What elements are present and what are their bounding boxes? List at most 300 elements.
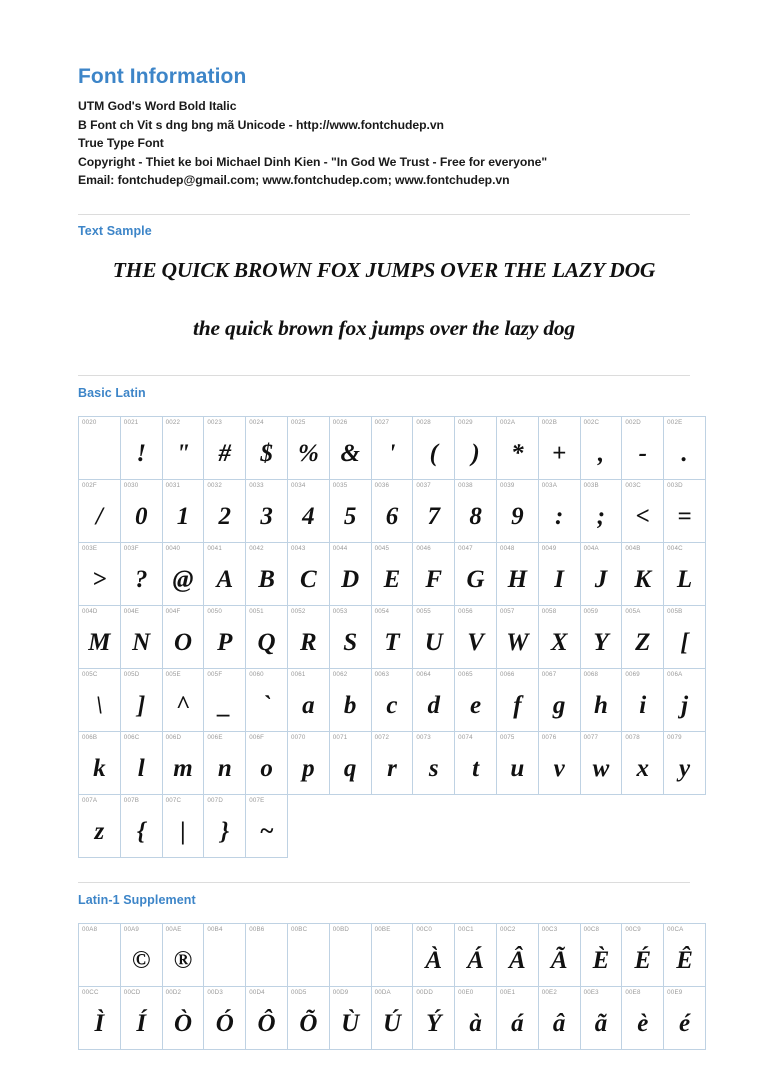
glyph-character: P bbox=[217, 628, 233, 656]
glyph-codepoint: 0026 bbox=[332, 418, 348, 426]
glyph-cell[interactable] bbox=[204, 923, 246, 986]
glyph-character: { bbox=[136, 817, 146, 845]
glyph-cell[interactable] bbox=[455, 542, 497, 605]
glyph-cell[interactable] bbox=[246, 668, 288, 731]
glyph-codepoint: 0036 bbox=[374, 481, 390, 489]
glyph-codepoint: 0020 bbox=[82, 418, 97, 426]
glyph-codepoint: 004E bbox=[123, 607, 140, 615]
glyph-cell[interactable] bbox=[455, 923, 497, 986]
glyph-character: Ú bbox=[382, 1009, 401, 1037]
glyph-character: k bbox=[93, 754, 106, 782]
glyph-cell[interactable] bbox=[204, 605, 246, 668]
glyph-cell[interactable] bbox=[455, 479, 497, 542]
glyph-cell[interactable] bbox=[580, 731, 622, 794]
glyph-character: M bbox=[88, 628, 111, 656]
glyph-cell[interactable] bbox=[79, 416, 121, 479]
glyph-character: O bbox=[173, 628, 193, 656]
glyph-character: } bbox=[220, 817, 230, 845]
glyph-codepoint: 0035 bbox=[332, 481, 348, 489]
glyph-character: 3 bbox=[260, 502, 273, 530]
glyph-cell[interactable] bbox=[287, 731, 329, 794]
glyph-codepoint: 0042 bbox=[249, 544, 264, 552]
glyph-codepoint: 00D4 bbox=[249, 988, 265, 996]
glyph-cell[interactable] bbox=[580, 542, 622, 605]
glyph-character: Ô bbox=[257, 1009, 276, 1037]
glyph-cell[interactable] bbox=[622, 479, 664, 542]
glyph-cell[interactable] bbox=[246, 794, 288, 857]
glyph-character bbox=[246, 939, 287, 985]
glyph-character: 8 bbox=[469, 502, 482, 530]
glyph-character: W bbox=[506, 628, 529, 656]
glyph-cell[interactable] bbox=[162, 542, 204, 605]
glyph-cell[interactable] bbox=[329, 923, 371, 986]
glyph-cell[interactable] bbox=[79, 986, 121, 1049]
glyph-cell-blank bbox=[580, 794, 622, 857]
glyph-codepoint: 003D bbox=[667, 481, 683, 489]
glyph-character: Ù bbox=[341, 1009, 360, 1037]
glyph-character: Ý bbox=[426, 1009, 442, 1037]
glyph-cell[interactable] bbox=[162, 479, 204, 542]
glyph-character: Í bbox=[136, 1009, 147, 1037]
glyph-cell[interactable] bbox=[455, 416, 497, 479]
glyph-character: Ò bbox=[173, 1009, 193, 1037]
glyph-cell[interactable] bbox=[329, 542, 371, 605]
glyph-codepoint: 00A9 bbox=[123, 925, 140, 933]
glyph-codepoint: 0039 bbox=[499, 481, 515, 489]
glyph-codepoint: 00E0 bbox=[458, 988, 474, 996]
glyph-cell[interactable] bbox=[496, 731, 538, 794]
glyph-character: x bbox=[636, 754, 649, 782]
glyph-cell[interactable] bbox=[204, 668, 246, 731]
glyph-codepoint: 0032 bbox=[207, 481, 222, 489]
glyph-character: 4 bbox=[302, 502, 315, 530]
glyph-cell[interactable] bbox=[120, 479, 162, 542]
glyph-cell[interactable] bbox=[538, 923, 580, 986]
glyph-cell[interactable] bbox=[538, 479, 580, 542]
glyph-cell[interactable] bbox=[120, 986, 162, 1049]
glyph-cell[interactable] bbox=[622, 731, 664, 794]
glyph-codepoint: 0071 bbox=[332, 733, 348, 741]
glyph-cell[interactable] bbox=[329, 731, 371, 794]
glyph-cell[interactable] bbox=[329, 986, 371, 1049]
glyph-cell[interactable] bbox=[496, 986, 538, 1049]
glyph-table-row bbox=[79, 731, 706, 794]
glyph-cell[interactable] bbox=[496, 542, 538, 605]
glyph-character: I bbox=[554, 565, 565, 593]
glyph-codepoint: 00D3 bbox=[207, 988, 223, 996]
glyph-cell[interactable] bbox=[580, 416, 622, 479]
glyph-codepoint: 002D bbox=[625, 418, 641, 426]
glyph-cell[interactable] bbox=[664, 668, 706, 731]
glyph-cell[interactable] bbox=[371, 542, 413, 605]
glyph-character: d bbox=[427, 691, 441, 719]
glyph-codepoint: 006D bbox=[165, 733, 182, 741]
glyph-codepoint: 0063 bbox=[374, 670, 390, 678]
glyph-codepoint: 00BD bbox=[332, 925, 350, 933]
glyph-character: g bbox=[552, 691, 566, 719]
glyph-cell[interactable] bbox=[538, 731, 580, 794]
glyph-codepoint: 0034 bbox=[290, 481, 306, 489]
glyph-cell[interactable] bbox=[455, 731, 497, 794]
glyph-codepoint: 0066 bbox=[499, 670, 515, 678]
glyph-character: É bbox=[634, 946, 652, 974]
glyph-character: T bbox=[384, 628, 400, 656]
glyph-cell[interactable] bbox=[204, 986, 246, 1049]
glyph-cell[interactable] bbox=[538, 986, 580, 1049]
glyph-cell[interactable] bbox=[413, 668, 455, 731]
glyph-codepoint: 0070 bbox=[290, 733, 306, 741]
glyph-character: ' bbox=[388, 439, 396, 467]
glyph-codepoint: 0054 bbox=[374, 607, 390, 615]
glyph-cell[interactable] bbox=[246, 479, 288, 542]
glyph-cell[interactable] bbox=[413, 416, 455, 479]
glyph-codepoint: 003C bbox=[625, 481, 641, 489]
glyph-character: E bbox=[383, 565, 401, 593]
glyph-cell[interactable] bbox=[246, 416, 288, 479]
glyph-cell[interactable] bbox=[622, 542, 664, 605]
glyph-cell-blank bbox=[287, 794, 329, 857]
glyph-codepoint: 0037 bbox=[416, 481, 431, 489]
glyph-cell[interactable] bbox=[538, 542, 580, 605]
glyph-cell[interactable] bbox=[287, 542, 329, 605]
glyph-character: ã bbox=[594, 1009, 608, 1037]
glyph-cell[interactable] bbox=[455, 986, 497, 1049]
glyph-codepoint: 007D bbox=[207, 796, 223, 804]
glyph-character: & bbox=[340, 439, 360, 467]
glyph-cell[interactable] bbox=[496, 416, 538, 479]
glyph-table-row bbox=[79, 479, 706, 542]
glyph-cell[interactable] bbox=[120, 605, 162, 668]
glyph-character: _ bbox=[218, 691, 232, 719]
glyph-character: N bbox=[132, 628, 151, 656]
glyph-codepoint: 005C bbox=[82, 670, 98, 678]
glyph-cell[interactable] bbox=[204, 479, 246, 542]
glyph-character bbox=[372, 939, 413, 985]
glyph-codepoint: 002E bbox=[667, 418, 683, 426]
glyph-cell[interactable] bbox=[120, 923, 162, 986]
glyph-character: * bbox=[511, 439, 524, 467]
glyph-codepoint: 0022 bbox=[165, 418, 181, 426]
glyph-codepoint: 004D bbox=[82, 607, 98, 615]
glyph-cell[interactable] bbox=[120, 416, 162, 479]
glyph-character: 5 bbox=[343, 502, 357, 530]
glyph-cell[interactable] bbox=[246, 605, 288, 668]
glyph-character: R bbox=[300, 628, 317, 656]
glyph-cell[interactable] bbox=[455, 605, 497, 668]
glyph-codepoint: 00C0 bbox=[416, 925, 432, 933]
glyph-character: è bbox=[637, 1009, 649, 1037]
glyph-cell[interactable] bbox=[329, 605, 371, 668]
glyph-cell[interactable] bbox=[204, 794, 246, 857]
glyph-cell[interactable] bbox=[287, 416, 329, 479]
glyph-cell[interactable] bbox=[79, 668, 121, 731]
glyph-codepoint: 00D9 bbox=[332, 988, 349, 996]
glyph-cell[interactable] bbox=[664, 479, 706, 542]
glyph-codepoint: 003A bbox=[541, 481, 558, 489]
glyph-cell[interactable] bbox=[622, 986, 664, 1049]
glyph-codepoint: 0028 bbox=[416, 418, 431, 426]
glyph-cell[interactable] bbox=[246, 923, 288, 986]
glyph-character: F bbox=[425, 565, 443, 593]
glyph-cell[interactable] bbox=[496, 923, 538, 986]
glyph-cell[interactable] bbox=[413, 605, 455, 668]
glyph-codepoint: 005A bbox=[625, 607, 641, 615]
glyph-codepoint: 0040 bbox=[165, 544, 181, 552]
glyph-cell[interactable] bbox=[664, 542, 706, 605]
font-info-line: Email: fontchudep@gmail.com; www.fontchudep.com; www.fontchudep.vn bbox=[78, 173, 510, 188]
glyph-cell[interactable] bbox=[79, 605, 121, 668]
glyph-character: a bbox=[302, 691, 315, 719]
glyph-codepoint: 007E bbox=[249, 796, 265, 804]
glyph-character: ) bbox=[471, 439, 480, 467]
glyph-character bbox=[79, 939, 120, 985]
glyph-cell[interactable] bbox=[371, 923, 413, 986]
glyph-codepoint: 00E3 bbox=[583, 988, 599, 996]
glyph-character: 7 bbox=[427, 502, 441, 530]
glyph-codepoint: 003B bbox=[583, 481, 599, 489]
glyph-cell[interactable] bbox=[329, 479, 371, 542]
glyph-character: < bbox=[635, 502, 650, 530]
glyph-character bbox=[330, 939, 371, 985]
glyph-character: H bbox=[507, 565, 528, 593]
glyph-character: w bbox=[592, 754, 610, 782]
glyph-codepoint: 0052 bbox=[290, 607, 306, 615]
glyph-character: m bbox=[173, 754, 193, 782]
glyph-cell[interactable] bbox=[496, 605, 538, 668]
text-sample-lowercase-row bbox=[78, 316, 690, 341]
glyph-character: z bbox=[94, 817, 105, 845]
text-sample-uppercase-row bbox=[78, 258, 690, 283]
glyph-codepoint: 0061 bbox=[290, 670, 306, 678]
glyph-codepoint: 0067 bbox=[541, 670, 557, 678]
glyph-cell[interactable] bbox=[329, 668, 371, 731]
glyph-codepoint: 002A bbox=[499, 418, 516, 426]
glyph-character: B bbox=[258, 565, 275, 593]
glyph-character: ^ bbox=[175, 691, 191, 719]
glyph-cell[interactable] bbox=[413, 542, 455, 605]
glyph-cell[interactable] bbox=[538, 605, 580, 668]
glyph-codepoint: 0023 bbox=[207, 418, 222, 426]
glyph-character: f bbox=[513, 691, 522, 719]
glyph-character: Z bbox=[635, 628, 651, 656]
glyph-cell[interactable] bbox=[329, 416, 371, 479]
glyph-codepoint: 0049 bbox=[541, 544, 557, 552]
glyph-cell[interactable] bbox=[664, 923, 706, 986]
glyph-cell[interactable] bbox=[622, 668, 664, 731]
glyph-table-row bbox=[79, 923, 706, 986]
glyph-character: " bbox=[176, 439, 190, 467]
glyph-cell[interactable] bbox=[580, 923, 622, 986]
glyph-table-row bbox=[79, 416, 706, 479]
glyph-cell[interactable] bbox=[622, 605, 664, 668]
glyph-codepoint: 0073 bbox=[416, 733, 431, 741]
glyph-cell[interactable] bbox=[120, 731, 162, 794]
glyph-character: á bbox=[511, 1009, 524, 1037]
glyph-codepoint: 0079 bbox=[667, 733, 682, 741]
glyph-cell[interactable] bbox=[287, 668, 329, 731]
glyph-codepoint: 0060 bbox=[249, 670, 264, 678]
glyph-character: A bbox=[216, 565, 234, 593]
glyph-cell-blank bbox=[413, 794, 455, 857]
glyph-cell[interactable] bbox=[371, 731, 413, 794]
glyph-cell[interactable] bbox=[204, 731, 246, 794]
glyph-codepoint: 0065 bbox=[458, 670, 473, 678]
section-divider bbox=[78, 375, 690, 376]
glyph-cell[interactable] bbox=[246, 986, 288, 1049]
glyph-codepoint: 0074 bbox=[458, 733, 473, 741]
glyph-table-row bbox=[79, 605, 706, 668]
glyph-cell[interactable] bbox=[371, 668, 413, 731]
glyph-cell[interactable] bbox=[622, 923, 664, 986]
glyph-character: À bbox=[425, 946, 443, 974]
glyph-codepoint: 006F bbox=[249, 733, 265, 741]
glyph-cell[interactable] bbox=[496, 668, 538, 731]
glyph-codepoint: 00A8 bbox=[82, 925, 98, 933]
glyph-cell[interactable] bbox=[287, 923, 329, 986]
glyph-character bbox=[79, 432, 120, 478]
glyph-cell[interactable] bbox=[79, 479, 121, 542]
glyph-codepoint: 004F bbox=[165, 607, 181, 615]
glyph-cell-blank bbox=[664, 794, 706, 857]
glyph-codepoint: 0024 bbox=[249, 418, 264, 426]
glyph-codepoint: 0030 bbox=[123, 481, 139, 489]
glyph-cell[interactable] bbox=[664, 731, 706, 794]
glyph-codepoint: 005F bbox=[207, 670, 223, 678]
glyph-cell[interactable] bbox=[79, 542, 121, 605]
glyph-character: u bbox=[510, 754, 525, 782]
glyph-character: y bbox=[679, 754, 691, 782]
glyph-codepoint: 004B bbox=[625, 544, 641, 552]
glyph-codepoint: 0046 bbox=[416, 544, 431, 552]
glyph-cell[interactable] bbox=[371, 416, 413, 479]
glyph-character: Á bbox=[467, 946, 484, 974]
glyph-cell[interactable] bbox=[580, 605, 622, 668]
glyph-codepoint: 00E8 bbox=[625, 988, 641, 996]
glyph-character: D bbox=[341, 565, 360, 593]
glyph-codepoint: 007B bbox=[123, 796, 140, 804]
glyph-cell[interactable] bbox=[664, 986, 706, 1049]
glyph-cell[interactable] bbox=[162, 605, 204, 668]
glyph-character: Y bbox=[593, 628, 609, 656]
glyph-cell[interactable] bbox=[413, 479, 455, 542]
glyph-character: Q bbox=[257, 628, 276, 656]
glyph-cell[interactable] bbox=[580, 479, 622, 542]
glyph-cell[interactable] bbox=[162, 794, 204, 857]
glyph-cell[interactable] bbox=[204, 542, 246, 605]
glyph-cell[interactable] bbox=[287, 605, 329, 668]
glyph-cell[interactable] bbox=[204, 416, 246, 479]
glyph-character: # bbox=[218, 439, 232, 467]
glyph-cell[interactable] bbox=[246, 542, 288, 605]
glyph-character: b bbox=[343, 691, 357, 719]
font-info-block bbox=[78, 97, 690, 190]
glyph-table-row bbox=[79, 668, 706, 731]
glyph-cell[interactable] bbox=[120, 794, 162, 857]
glyph-cell[interactable] bbox=[371, 479, 413, 542]
glyph-character: K bbox=[634, 565, 652, 593]
glyph-character: S bbox=[343, 628, 358, 656]
glyph-codepoint: 0053 bbox=[332, 607, 348, 615]
latin1-supplement-rows bbox=[79, 923, 706, 1049]
glyph-cell-blank bbox=[538, 794, 580, 857]
glyph-cell[interactable] bbox=[79, 731, 121, 794]
section-divider bbox=[78, 214, 690, 215]
glyph-cell[interactable] bbox=[622, 416, 664, 479]
page-title: Font Information bbox=[78, 65, 247, 88]
section-divider bbox=[78, 882, 690, 883]
glyph-cell[interactable] bbox=[79, 923, 121, 986]
glyph-cell[interactable] bbox=[455, 668, 497, 731]
glyph-codepoint: 007C bbox=[165, 796, 182, 804]
glyph-codepoint: 006B bbox=[82, 733, 98, 741]
glyph-cell[interactable] bbox=[538, 668, 580, 731]
glyph-cell[interactable] bbox=[580, 986, 622, 1049]
glyph-cell[interactable] bbox=[496, 479, 538, 542]
glyph-codepoint: 0072 bbox=[374, 733, 390, 741]
glyph-cell[interactable] bbox=[79, 794, 121, 857]
glyph-character: 6 bbox=[385, 502, 399, 530]
glyph-cell[interactable] bbox=[162, 416, 204, 479]
glyph-cell[interactable] bbox=[287, 479, 329, 542]
glyph-cell[interactable] bbox=[538, 416, 580, 479]
glyph-character: + bbox=[552, 439, 567, 467]
glyph-character: $ bbox=[260, 439, 273, 467]
glyph-codepoint: 0056 bbox=[458, 607, 473, 615]
glyph-cell[interactable] bbox=[371, 605, 413, 668]
glyph-cell[interactable] bbox=[120, 668, 162, 731]
glyph-cell[interactable] bbox=[287, 986, 329, 1049]
glyph-cell[interactable] bbox=[162, 668, 204, 731]
glyph-character: Õ bbox=[299, 1009, 318, 1037]
glyph-codepoint: 00C3 bbox=[541, 925, 558, 933]
glyph-character: j bbox=[681, 691, 689, 719]
glyph-cell[interactable] bbox=[664, 416, 706, 479]
glyph-cell[interactable] bbox=[246, 731, 288, 794]
glyph-character: % bbox=[297, 439, 319, 467]
glyph-character: Ì bbox=[94, 1009, 105, 1037]
glyph-character: 2 bbox=[218, 502, 232, 530]
glyph-codepoint: 00DA bbox=[374, 988, 391, 996]
glyph-codepoint: 0044 bbox=[332, 544, 348, 552]
glyph-cell[interactable] bbox=[664, 605, 706, 668]
glyph-cell[interactable] bbox=[162, 923, 204, 986]
glyph-codepoint: 005D bbox=[123, 670, 140, 678]
basic-latin-rows bbox=[79, 416, 706, 857]
glyph-cell[interactable] bbox=[162, 986, 204, 1049]
glyph-character: q bbox=[343, 754, 357, 782]
glyph-codepoint: 00C9 bbox=[625, 925, 641, 933]
glyph-cell[interactable] bbox=[162, 731, 204, 794]
glyph-character: ] bbox=[137, 691, 146, 719]
latin1-supplement-glyph-table bbox=[78, 923, 706, 1050]
glyph-codepoint: 00C1 bbox=[458, 925, 474, 933]
glyph-cell[interactable] bbox=[413, 923, 455, 986]
glyph-cell[interactable] bbox=[120, 542, 162, 605]
glyph-character: é bbox=[679, 1009, 691, 1037]
glyph-cell-blank bbox=[455, 794, 497, 857]
glyph-character: Â bbox=[509, 946, 526, 974]
glyph-codepoint: 0038 bbox=[458, 481, 473, 489]
glyph-cell[interactable] bbox=[371, 986, 413, 1049]
font-info-line: B Font ch Vit s dng bng mã Unicode - http://www.fontchudep.vn bbox=[78, 117, 444, 132]
glyph-character: > bbox=[92, 565, 107, 593]
glyph-codepoint: 00DD bbox=[416, 988, 433, 996]
glyph-cell[interactable] bbox=[413, 731, 455, 794]
glyph-codepoint: 0027 bbox=[374, 418, 390, 426]
glyph-cell[interactable] bbox=[580, 668, 622, 731]
glyph-cell[interactable] bbox=[413, 986, 455, 1049]
glyph-character: = bbox=[677, 502, 692, 530]
